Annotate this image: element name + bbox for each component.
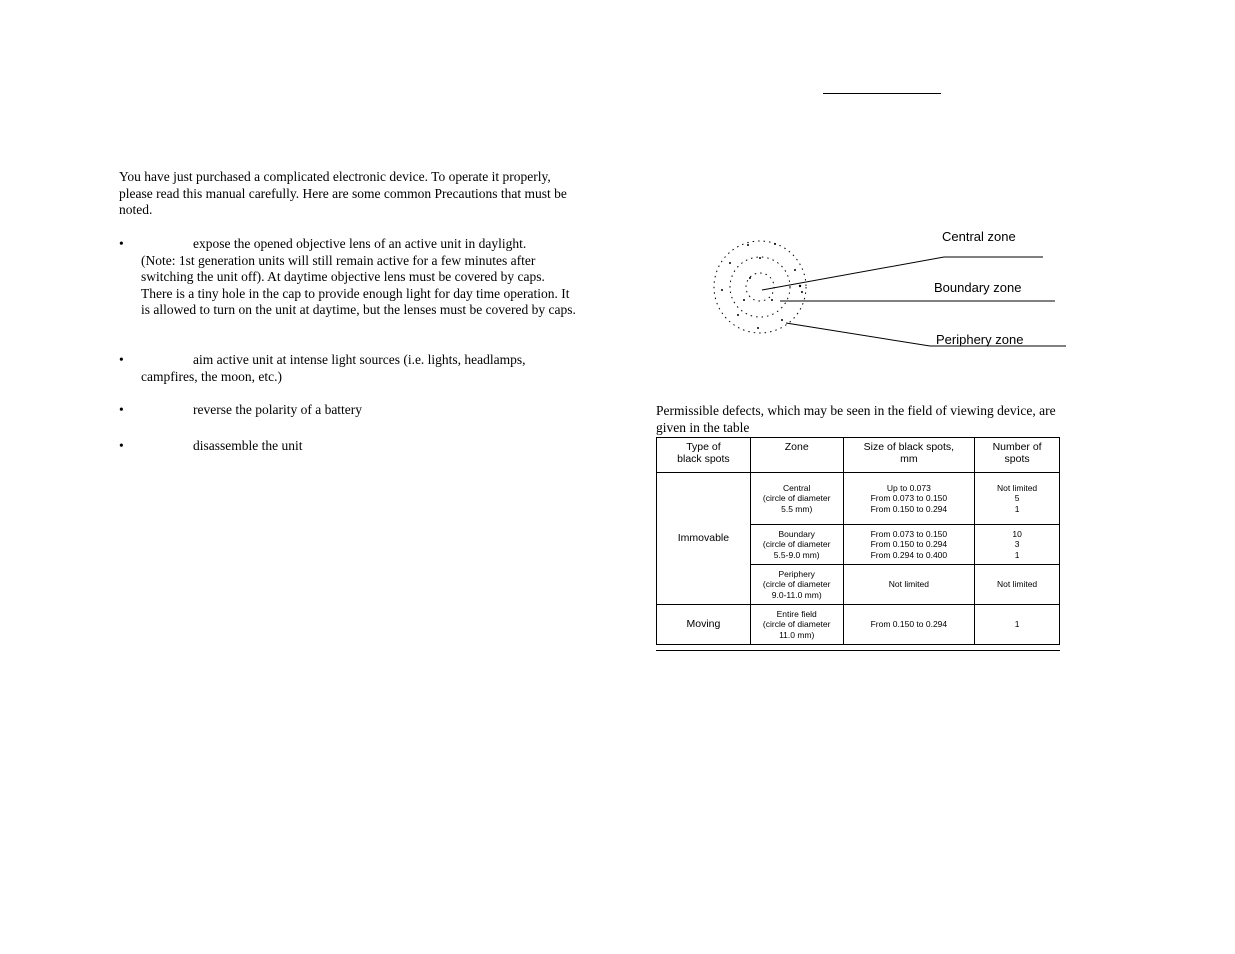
bullet-icon: • [119,438,124,453]
bullet-icon: • [119,402,124,417]
precaution-text: disassemble the unit [193,438,303,453]
size-cell: Up to 0.073 From 0.073 to 0.150 From 0.150 to 0.294 [843,473,975,525]
precaution-item [119,438,579,455]
count-cell: Not limited [975,565,1060,605]
type-immovable: Immovable [657,473,751,605]
count-cell: Not limited 5 1 [975,473,1060,525]
periphery-zone-label: Periphery zone [936,332,1024,347]
bullet-icon: • [119,236,124,251]
zone-cell: Boundary (circle of diameter 5.5-9.0 mm) [750,525,843,565]
zone-cell: Entire field (circle of diameter 11.0 mm) [750,605,843,645]
precaution-text: reverse the polarity of a battery [193,402,363,417]
table-row [657,473,1060,525]
boundary-zone-label: Boundary zone [934,280,1022,295]
header-rule [823,93,941,94]
header-size: Size of black spots, mm [843,438,975,473]
precaution-item [119,402,579,419]
header-type: Type of black spots [657,438,751,473]
precaution-text-continued: campfires, the moon, etc.) [141,368,282,384]
type-moving: Moving [657,605,751,645]
size-cell: From 0.073 to 0.150 From 0.150 to 0.294 From 0.294 to 0.400 [843,525,975,565]
periphery-circle [714,241,806,333]
count-cell: 10 3 1 [975,525,1060,565]
table-row [657,605,1060,645]
permissible-defects-table [656,437,1060,645]
precaution-text-continued: (Note: 1st generation units will still remain active for a few minutes after switching the unit off). At daytime objective lens must be covered by caps. There is a tiny hole in the cap to provide enough light for day time operation. It is allowed to turn on the unit at daytime, but the lenses must be covered by caps. [141,252,576,318]
central-zone-label: Central zone [942,229,1016,244]
table-bottom-rule [656,650,1060,651]
table-header-row [657,438,1060,473]
bullet-icon: • [119,352,124,367]
black-spots [721,243,803,329]
precaution-item [119,236,579,319]
precaution-item [119,352,579,385]
size-cell: From 0.150 to 0.294 [843,605,975,645]
zone-cell: Periphery (circle of diameter 9.0-11.0 mm) [750,565,843,605]
intro-paragraph: You have just purchased a complicated electronic device. To operate it properly, please read this manual carefully. Here are some common Precautions that must be noted. [119,169,567,218]
precaution-text: aim active unit at intense light sources (i.e. lights, headlamps, [193,352,526,367]
size-cell: Not limited [843,565,975,605]
precaution-text: expose the opened objective lens of an active unit in daylight. [193,236,527,251]
field-zones-diagram [700,220,1080,360]
header-zone: Zone [750,438,843,473]
zone-cell: Central (circle of diameter 5.5 mm) [750,473,843,525]
header-count: Number of spots [975,438,1060,473]
count-cell: 1 [975,605,1060,645]
table-intro-text: Permissible defects, which may be seen in the field of viewing device, are given in the table [656,403,1056,435]
